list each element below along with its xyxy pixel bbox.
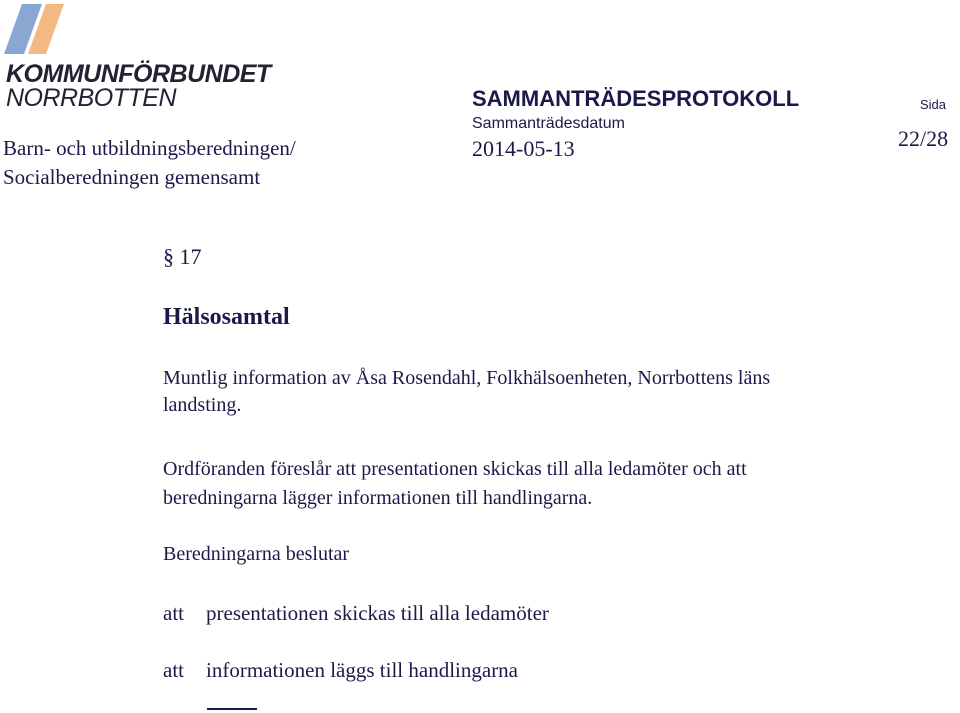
paragraph-number: § 17 — [163, 244, 202, 269]
department-line2: Socialberedningen gemensamt — [3, 165, 261, 189]
meeting-date-value: 2014-05-13 — [472, 136, 575, 161]
logo-text-line1: KOMMUNFÖRBUNDET — [6, 60, 271, 88]
page-label: Sida — [920, 97, 947, 112]
decision-heading: Beredningarna beslutar — [163, 543, 350, 565]
info-text-line2: landsting. — [163, 394, 242, 416]
section-heading: Hälsosamtal — [163, 304, 290, 330]
decision-text-2: informationen läggs till handlingarna — [206, 658, 519, 682]
page-number: 22/28 — [898, 126, 949, 151]
end-divider — [207, 708, 257, 710]
logo-text-line2: NORRBOTTEN — [6, 84, 176, 112]
meeting-date-label: Sammanträdesdatum — [472, 115, 625, 132]
decision-att-1: att — [163, 601, 184, 625]
logo-stripes-icon — [0, 0, 80, 62]
document-title: SAMMANTRÄDESPROTOKOLL — [472, 86, 800, 111]
decision-text-1: presentationen skickas till alla ledamöter — [206, 601, 549, 625]
info-text-line1: Muntlig information av Åsa Rosendahl, Folkhälsoenheten, Norrbottens läns — [163, 367, 771, 389]
decision-att-2: att — [163, 658, 184, 682]
organization-logo — [0, 0, 270, 112]
proposal-text-line1: Ordföranden föreslår att presentationen skickas till alla ledamöter och att — [163, 458, 747, 480]
department-line1: Barn- och utbildningsberedningen/ — [3, 136, 296, 160]
proposal-text-line2: beredningarna lägger informationen till handlingarna. — [163, 487, 593, 509]
